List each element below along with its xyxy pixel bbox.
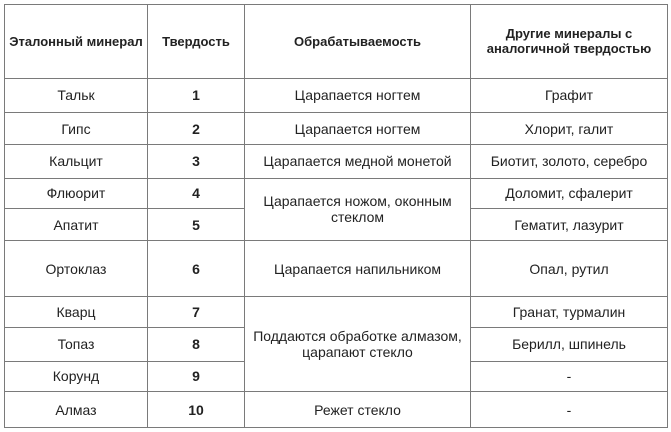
cell-mineral: Апатит — [5, 209, 148, 241]
cell-hardness: 5 — [148, 209, 245, 241]
table-row — [5, 392, 668, 428]
cell-hardness: 10 — [148, 392, 245, 428]
cell-mineral: Кальцит — [5, 144, 148, 178]
cell-other-minerals: Гематит, лазурит — [471, 209, 668, 241]
header-mineral: Эталонный минерал — [5, 5, 148, 79]
cell-hardness: 3 — [148, 144, 245, 178]
header-row — [5, 5, 668, 79]
table-row — [5, 297, 668, 328]
cell-workability: Режет стекло — [245, 392, 471, 428]
header-workability: Обрабатываемость — [245, 5, 471, 79]
cell-hardness: 4 — [148, 178, 245, 209]
cell-hardness: 9 — [148, 361, 245, 392]
cell-mineral: Алмаз — [5, 392, 148, 428]
cell-other-minerals: Графит — [471, 78, 668, 113]
cell-workability: Царапается медной монетой — [245, 144, 471, 178]
cell-other-minerals: Доломит, сфалерит — [471, 178, 668, 209]
cell-mineral: Ортоклаз — [5, 240, 148, 296]
table-row — [5, 178, 668, 209]
cell-workability: Царапается ногтем — [245, 78, 471, 113]
header-other-minerals: Другие минералы с аналогичной твердостью — [471, 5, 668, 79]
table-row — [5, 78, 668, 113]
cell-hardness: 6 — [148, 240, 245, 296]
cell-workability: Царапается напильником — [245, 240, 471, 296]
cell-other-minerals: Биотит, золото, серебро — [471, 144, 668, 178]
table-row — [5, 240, 668, 296]
cell-other-minerals: Берилл, шпинель — [471, 327, 668, 361]
cell-other-minerals: - — [471, 361, 668, 392]
table-row — [5, 113, 668, 145]
cell-mineral: Тальк — [5, 78, 148, 113]
cell-mineral: Корунд — [5, 361, 148, 392]
cell-mineral: Топаз — [5, 327, 148, 361]
cell-workability: Поддаются обработке алмазом, царапают стекло — [245, 297, 471, 392]
cell-other-minerals: Хлорит, галит — [471, 113, 668, 145]
cell-other-minerals: Опал, рутил — [471, 240, 668, 296]
cell-hardness: 8 — [148, 327, 245, 361]
table-row — [5, 144, 668, 178]
cell-workability: Царапается ногтем — [245, 113, 471, 145]
cell-hardness: 2 — [148, 113, 245, 145]
cell-workability: Царапается ножом, оконным стеклом — [245, 178, 471, 240]
cell-other-minerals: - — [471, 392, 668, 428]
cell-mineral: Флюорит — [5, 178, 148, 209]
header-hardness: Твердость — [148, 5, 245, 79]
mohs-hardness-table — [4, 4, 668, 428]
cell-mineral: Гипс — [5, 113, 148, 145]
cell-hardness: 1 — [148, 78, 245, 113]
cell-mineral: Кварц — [5, 297, 148, 328]
cell-hardness: 7 — [148, 297, 245, 328]
cell-other-minerals: Гранат, турмалин — [471, 297, 668, 328]
